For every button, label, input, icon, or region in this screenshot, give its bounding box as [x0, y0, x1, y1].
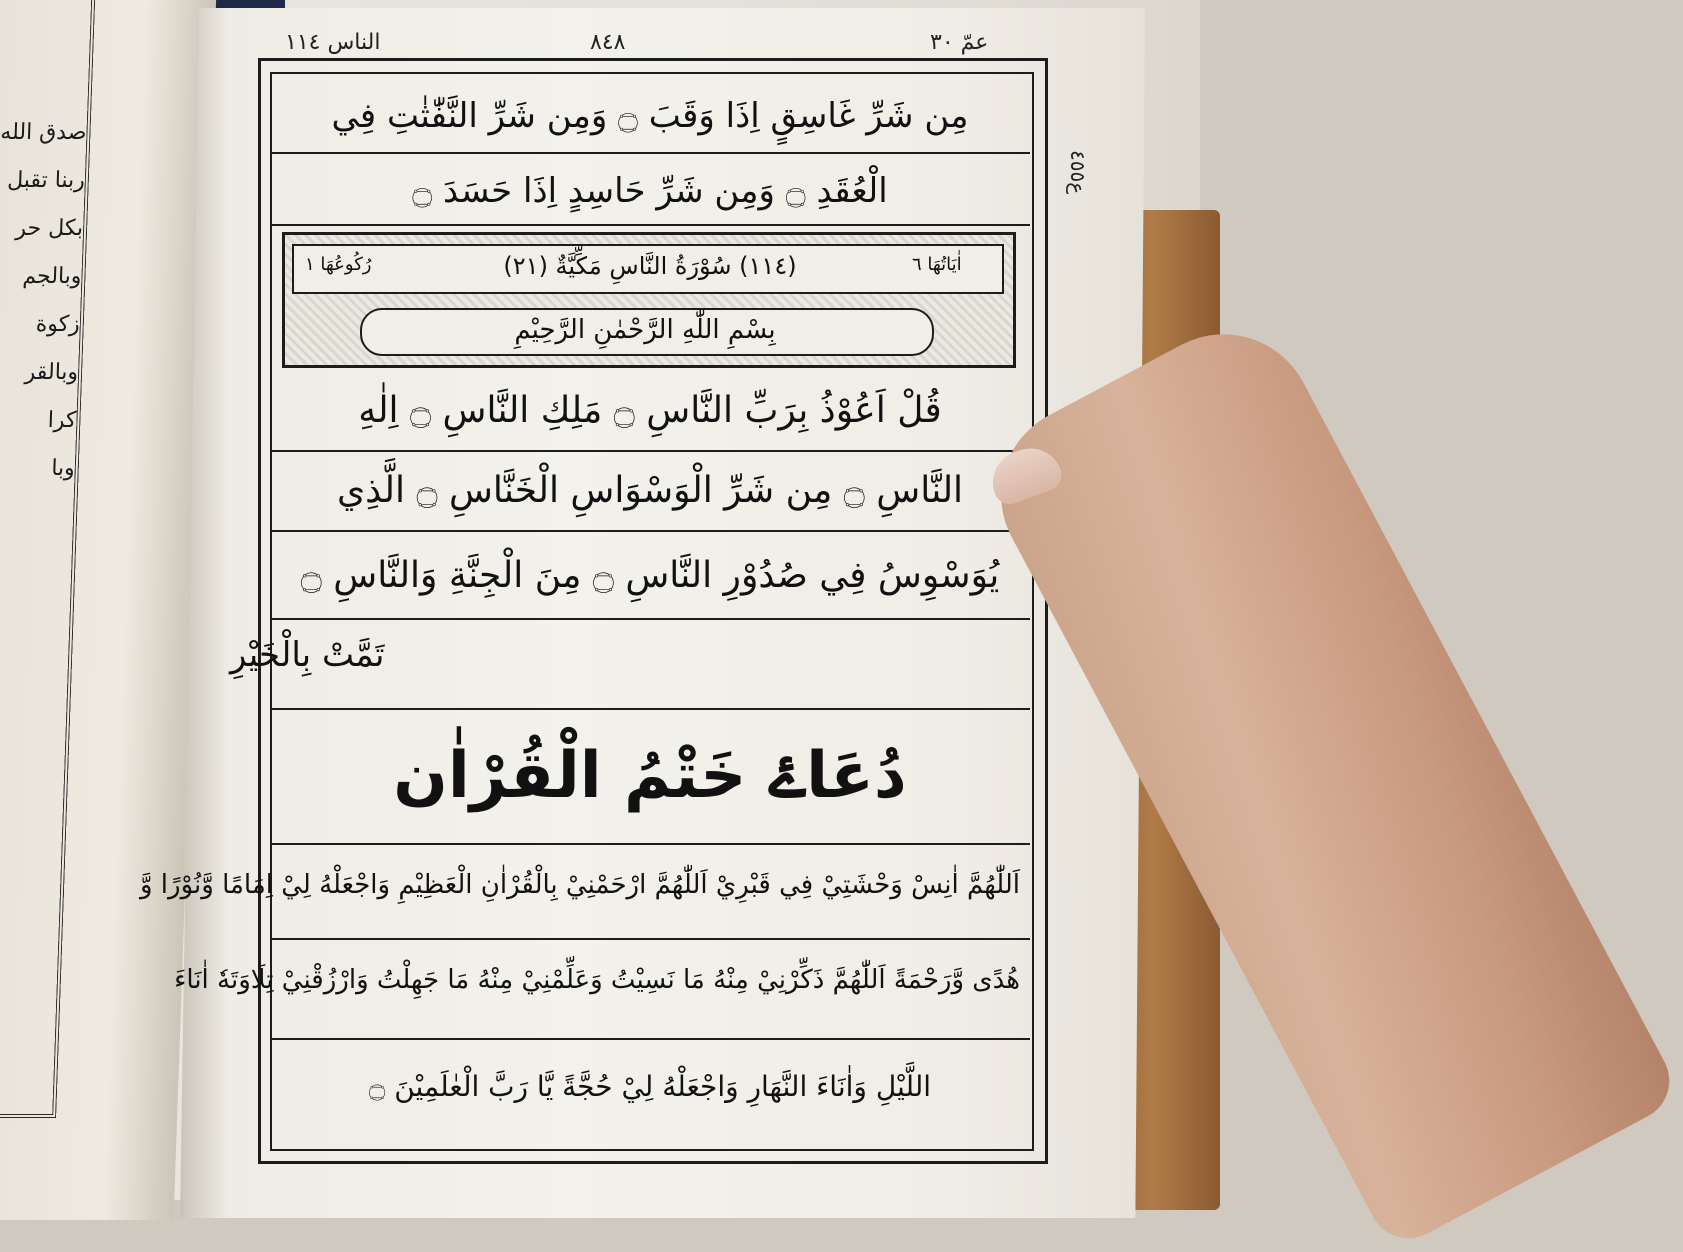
ayat-count: اٰيَاتُهَا ٦: [912, 254, 962, 275]
closing-text: تَمَّتْ بِالْخَيْرِ: [230, 635, 385, 675]
bismillah: بِسْمِ اللّٰهِ الرَّحْمٰنِ الرَّحِيْمِ: [514, 315, 776, 345]
verse-line: النَّاسِ ۝ مِن شَرِّ الْوَسْوَاسِ الْخَنَّاسِ ۝ الَّذِي: [336, 470, 964, 511]
dua-line: اَللّٰهُمَّ اٰنِسْ وَحْشَتِيْ فِي قَبْرِيْ اَللّٰهُمَّ ارْحَمْنِيْ بِالْقُرْاٰنِ الْعَظِيْمِ وَاجْعَلْهُ لِيْ اِمَامًا وَّنُوْرًا وَّ: [139, 870, 1020, 900]
left-page-text: ربنا تقبل: [6, 168, 86, 193]
verse-line: يُوَسْوِسُ فِي صُدُوْرِ النَّاسِ ۝ مِنَ الْجِنَّةِ وَالنَّاسِ ۝: [300, 555, 1000, 596]
surah-title: (١١٤) سُوْرَةُ النَّاسِ مَكِّيَّةٌ (٢١): [503, 252, 797, 280]
page-number: ٨٤٨: [590, 30, 626, 55]
left-page-text: بكل حر: [15, 216, 84, 241]
verse-line: قُلْ اَعُوْذُ بِرَبِّ النَّاسِ ۝ مَلِكِ النَّاسِ ۝ اِلٰهِ: [358, 390, 942, 431]
left-page-text: كرا: [47, 408, 77, 433]
left-page-text: وبالجم: [22, 264, 82, 289]
margin-note: ع٤٥٥: [1066, 150, 1090, 195]
left-page-text: وبالقر: [24, 360, 79, 385]
surah-reference: الناس ١١٤: [285, 30, 381, 55]
dua-title: دُعَاۓ خَتْمُ الْقُرْاٰن: [393, 739, 907, 813]
left-page-text: زكوة: [35, 312, 81, 337]
left-page-text: صدق الله: [0, 120, 87, 145]
verse-line: الْعُقَدِ ۝ وَمِن شَرِّ حَاسِدٍ اِذَا حَسَدَ ۝: [412, 171, 888, 211]
dua-line: اللَّيْلِ وَاٰنَاءَ النَّهَارِ وَاجْعَلْهُ لِيْ حُجَّةً يَّا رَبَّ الْعٰلَمِيْنَ ۝: [368, 1070, 932, 1103]
ruku-count: رُكُوعُهَا ١: [305, 254, 372, 275]
left-page-text: وبا: [50, 456, 76, 481]
juz-label: عمّ ٣٠: [930, 30, 989, 55]
verse-line: مِن شَرِّ غَاسِقٍ اِذَا وَقَبَ ۝ وَمِن شَرِّ النَّفّٰثٰتِ فِي: [331, 96, 969, 136]
dua-line: هُدًى وَّرَحْمَةً اَللّٰهُمَّ ذَكِّرْنِيْ مِنْهُ مَا نَسِيْتُ وَعَلِّمْنِيْ مِنْهُ مَا جَهِلْتُ وَارْزُقْنِيْ تِلَاوَتَهٗ اٰنَاءَ: [174, 965, 1020, 995]
